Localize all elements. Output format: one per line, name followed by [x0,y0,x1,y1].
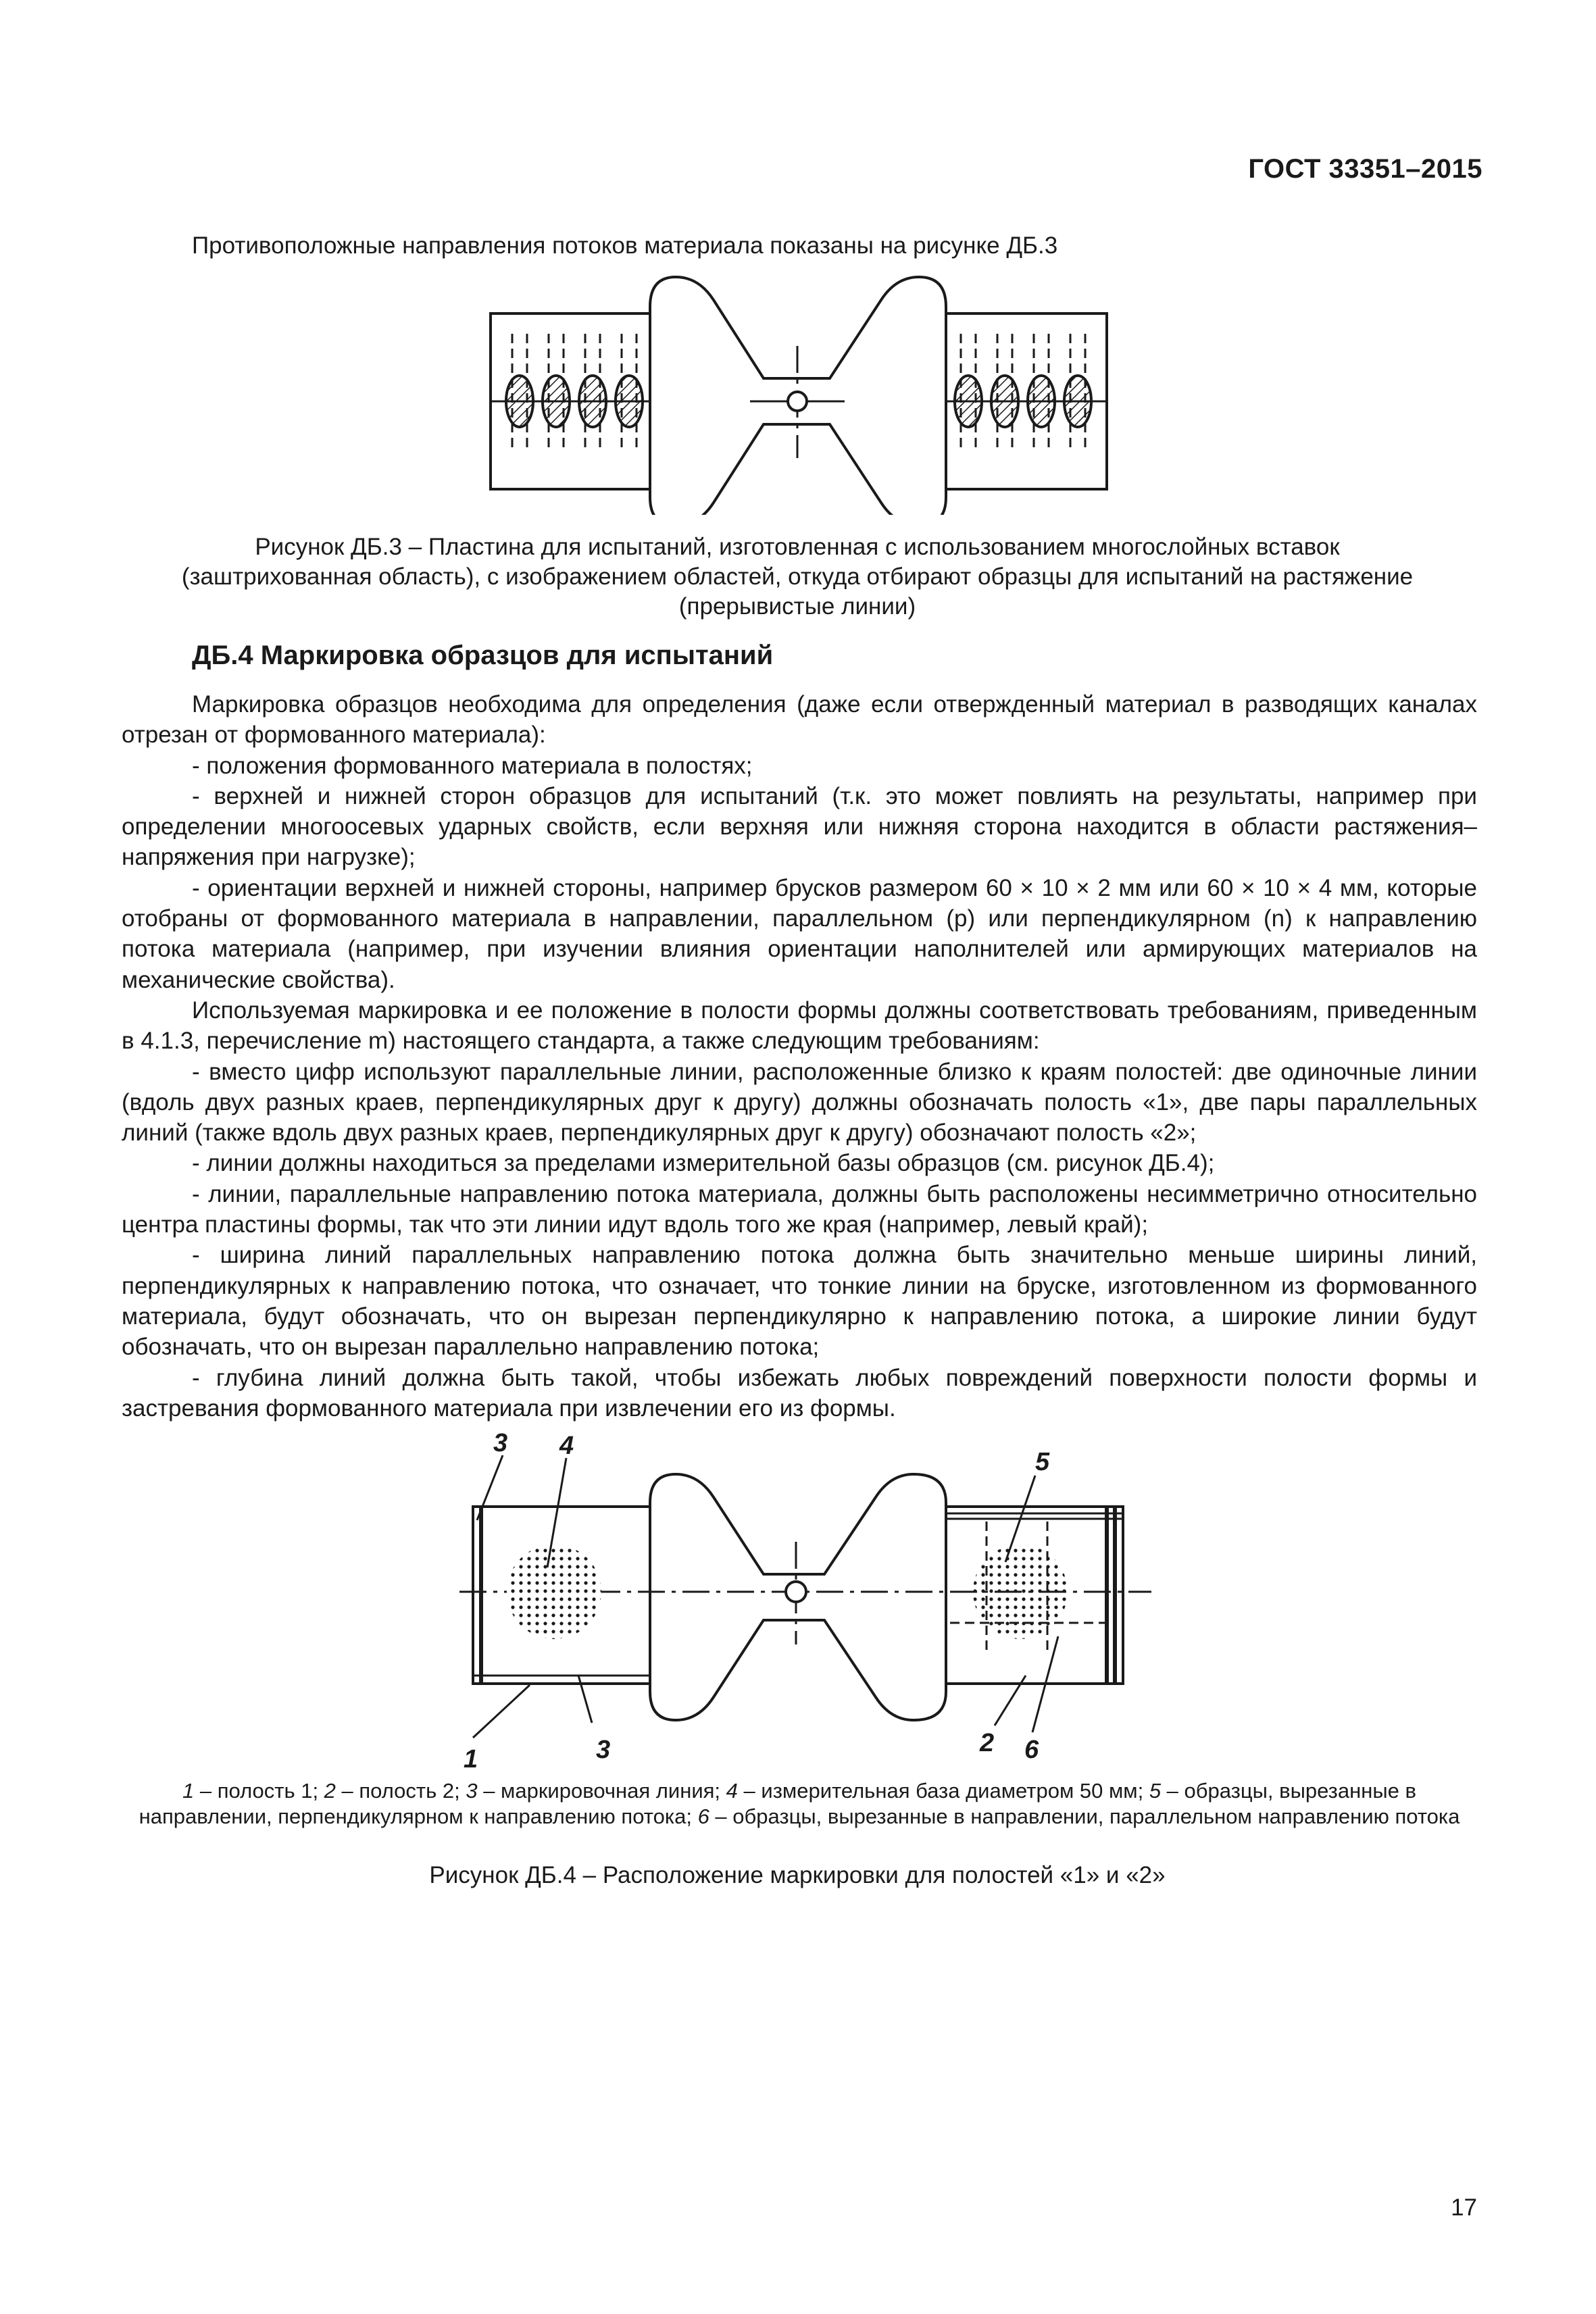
legend-text: – образцы, вырезанные в направлении, параллельном направлению потока [709,1805,1460,1828]
paragraph: - глубина линий должна быть такой, чтобы избежать любых повреждений поверхности полости формы и застревания формованного материала при извлечении его из формы. [122,1364,1477,1422]
label-3-top: 3 [493,1429,508,1457]
section-heading: ДБ.4 Маркировка образцов для испытаний [192,640,774,670]
legend-text: – маркировочная линия; [477,1779,726,1803]
paragraph: - ориентации верхней и нижней стороны, например брусков размером 60 × 10 × 2 мм или 60 × 10 × 4 мм, которые отобраны от формованного материала в направлении, параллельном (p) или перпендикулярном (n) к направлению потока материала (например, при изучении влияния ориентации наполнителей или армирующих материалов на механические свойства). [122,874,1477,993]
label-5: 5 [1035,1448,1050,1476]
label-3-bottom: 3 [596,1736,611,1764]
paragraph: - ширина линий параллельных направлению потока должна быть значительно меньше ширины линий, перпендикулярных к направлению потока, что означает, что тонкие линии на бруске, изготовленном из формованного материала, будут обозначать, что он вырезан перпендикулярно к направлению потока, а широкие линии будут обозначать, что он вырезан параллельно направлению потока; [122,1242,1477,1361]
legend-text: – полость 1; [194,1779,324,1803]
legend-num: 4 [726,1779,738,1803]
paragraph: - вместо цифр используют параллельные линии, расположенные близко к краям полостей: две одиночные линии (вдоль двух разных краев, перпендикулярных друг к другу) должны обозначать полость «1», две пары параллельных линий (также вдоль двух разных краев, перпендикулярных друг к другу) обозначают полость «2»; [122,1058,1477,1147]
legend-num: 6 [697,1805,709,1828]
paragraph: - линии, параллельные направлению потока материала, должны быть расположены несимметрично относительно центра пластины формы, так что эти линии идут вдоль того же края (например, левый край); [122,1180,1477,1238]
section-body [122,689,1477,1424]
paragraph: - верхней и нижней сторон образцов для испытаний (т.к. это может повлиять на результаты, например при определении многоосевых ударных свойств, если верхняя или нижняя сторона находится в области растяжения–напряжения при нагрузке); [122,782,1477,871]
paragraph: - линии должны находиться за пределами измерительной базы образцов (см. рисунок ДБ.4); [192,1150,1215,1177]
legend-text: – полость 2; [335,1779,466,1803]
figure-db3-drawing [473,272,1122,515]
legend-text: – измерительная база диаметром 50 мм; [737,1779,1149,1803]
figure-db3-caption [122,532,1473,622]
label-1: 1 [464,1745,478,1774]
figure-db4-caption: Рисунок ДБ.4 – Расположение маркировки для полостей «1» и «2» [429,1862,1166,1888]
legend-num: 5 [1149,1779,1162,1803]
caption-line: Рисунок ДБ.3 – Пластина для испытаний, изготовленная с использованием многослойных вставок [255,534,1340,560]
legend-num: 3 [466,1779,478,1803]
caption-line: (прерывистые линии) [678,593,916,620]
paragraph: Маркировка образцов необходима для определения (даже если отвержденный материал в разводящих каналах отрезан от формованного материала): [122,691,1477,749]
paragraph: - положения формованного материала в полостях; [192,752,753,779]
figure-db4-drawing [446,1427,1162,1778]
page-number: 17 [1451,2194,1477,2221]
figure-db4-legend [115,1778,1484,1830]
label-4: 4 [559,1432,574,1460]
label-2: 2 [980,1729,995,1757]
paragraph: Используемая маркировка и ее положение в полости формы должны соответствовать требованиям, приведенным в 4.1.3, перечисление m) настоящего стандарта, а также следующим требованиям: [122,997,1477,1055]
legend-num: 1 [182,1779,195,1803]
label-6: 6 [1024,1736,1039,1764]
legend-num: 2 [324,1779,336,1803]
standard-number: ГОСТ 33351–2015 [1248,154,1482,184]
caption-line: (заштрихованная область), с изображением областей, откуда отбирают образцы для испытаний на растяжение [181,563,1414,590]
legend-text: – образцы, вырезанные в направлении, перпендикулярном к направлению потока; [139,1779,1416,1828]
intro-text: Противоположные направления потоков материала показаны на рисунке ДБ.3 [192,232,1058,259]
